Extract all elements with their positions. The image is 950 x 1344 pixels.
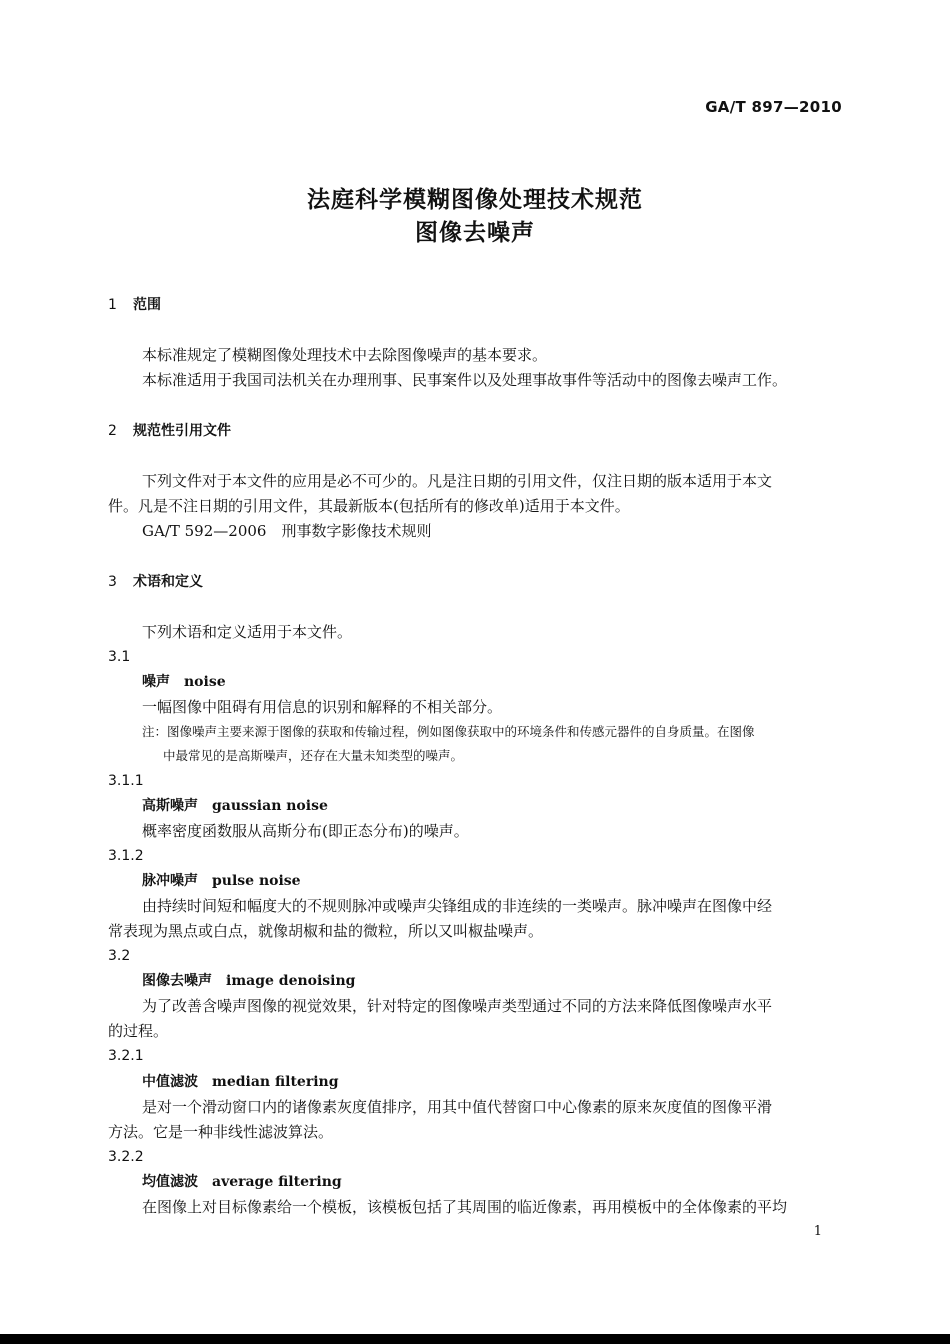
term-zh: 均值滤波 bbox=[142, 1174, 198, 1190]
section-number: 3 bbox=[108, 574, 117, 590]
term-en: pulse noise bbox=[212, 873, 301, 889]
document-subtitle: 图像去噪声 bbox=[415, 220, 535, 246]
normative-reference: GA/T 592—2006 刑事数字影像技术规则 bbox=[142, 522, 432, 540]
term-number: 3.1.1 bbox=[108, 773, 144, 789]
term-definition: 为了改善含噪声图像的视觉效果，针对特定的图像噪声类型通过不同的方法来降低图像噪声水平 bbox=[142, 997, 773, 1015]
term-definition-continuation: 的过程。 bbox=[108, 1022, 169, 1040]
term-heading bbox=[142, 796, 844, 816]
term-en: noise bbox=[184, 674, 226, 690]
term-definition-continuation: 方法。它是一种非线性滤波算法。 bbox=[108, 1123, 334, 1141]
document-title: 法庭科学模糊图像处理技术规范 bbox=[307, 187, 643, 213]
term-en: gaussian noise bbox=[212, 798, 328, 814]
term-definition: 一幅图像中阻碍有用信息的识别和解释的不相关部分。 bbox=[142, 698, 503, 716]
term-heading bbox=[142, 871, 844, 891]
term-zh: 脉冲噪声 bbox=[142, 873, 198, 889]
section-number: 1 bbox=[108, 297, 117, 313]
standard-code: GA/T 897—2010 bbox=[705, 98, 842, 116]
term-definition: 由持续时间短和幅度大的不规则脉冲或噪声尖锋组成的非连续的一类噪声。脉冲噪声在图像中经 bbox=[142, 897, 773, 915]
term-zh: 高斯噪声 bbox=[142, 798, 198, 814]
term-zh: 噪声 bbox=[142, 674, 170, 690]
section-number: 2 bbox=[108, 423, 117, 439]
paragraph: 本标准适用于我国司法机关在办理刑事、民事案件以及处理事故事件等活动中的图像去噪声工作。 bbox=[142, 371, 788, 389]
section-2-heading bbox=[108, 421, 844, 441]
term-heading bbox=[142, 1172, 844, 1192]
term-heading bbox=[142, 1072, 844, 1092]
section-title: 术语和定义 bbox=[133, 574, 203, 590]
term-number: 3.2 bbox=[108, 948, 131, 964]
paragraph: 本标准规定了模糊图像处理技术中去除图像噪声的基本要求。 bbox=[142, 346, 548, 364]
section-title: 范围 bbox=[133, 297, 161, 313]
term-zh: 图像去噪声 bbox=[142, 973, 212, 989]
section-3-heading bbox=[108, 572, 844, 592]
bottom-border bbox=[0, 1334, 950, 1344]
term-definition: 概率密度函数服从高斯分布(即正态分布)的噪声。 bbox=[142, 822, 469, 840]
term-zh: 中值滤波 bbox=[142, 1074, 198, 1090]
term-heading bbox=[142, 971, 844, 991]
page-number: 1 bbox=[813, 1224, 822, 1239]
paragraph: 下列文件对于本文件的应用是必不可少的。凡是注日期的引用文件，仅注日期的版本适用于本文 bbox=[142, 472, 773, 490]
term-en: image denoising bbox=[226, 973, 356, 989]
term-definition-continuation: 常表现为黑点或白点，就像胡椒和盐的微粒，所以又叫椒盐噪声。 bbox=[108, 922, 544, 940]
term-number: 3.1 bbox=[108, 649, 131, 665]
term-en: median filtering bbox=[212, 1074, 339, 1090]
term-note-continuation: 中最常见的是高斯噪声，还存在大量未知类型的噪声。 bbox=[163, 748, 464, 763]
term-definition: 在图像上对目标像素给一个模板，该模板包括了其周围的临近像素，再用模板中的全体像素的平均 bbox=[142, 1198, 788, 1216]
term-number: 3.2.1 bbox=[108, 1048, 144, 1064]
term-en: average filtering bbox=[212, 1174, 342, 1190]
term-definition: 是对一个滑动窗口内的诸像素灰度值排序，用其中值代替窗口中心像素的原来灰度值的图像平滑 bbox=[142, 1098, 773, 1116]
term-number: 3.1.2 bbox=[108, 848, 144, 864]
term-number: 3.2.2 bbox=[108, 1149, 144, 1165]
term-note: 注：图像噪声主要来源于图像的获取和传输过程，例如图像获取中的环境条件和传感元器件的自身质量。在图像 bbox=[142, 724, 755, 739]
term-heading bbox=[142, 672, 844, 692]
section-title: 规范性引用文件 bbox=[133, 423, 231, 439]
paragraph: 下列术语和定义适用于本文件。 bbox=[142, 623, 353, 641]
section-1-heading bbox=[108, 295, 844, 315]
paragraph-continuation: 件。凡是不注日期的引用文件，其最新版本(包括所有的修改单)适用于本文件。 bbox=[108, 497, 630, 515]
